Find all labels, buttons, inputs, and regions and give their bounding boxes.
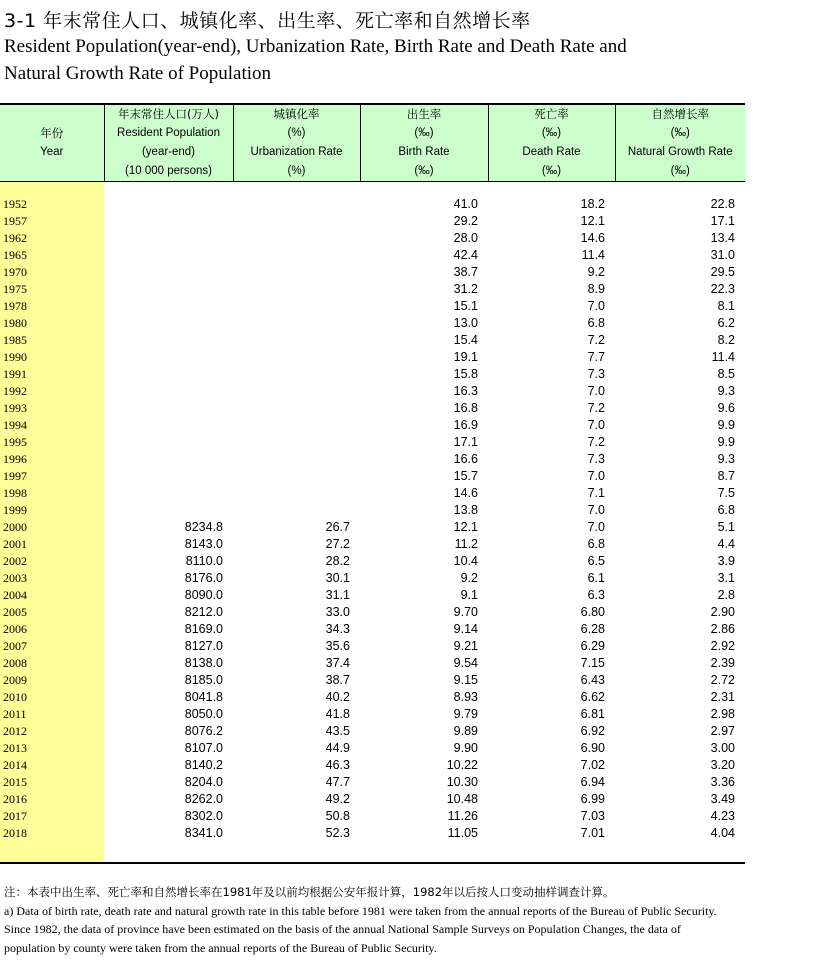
- growth-rate-cell: 7.5: [717, 486, 735, 500]
- growth-rate-cell: 11.4: [711, 350, 735, 364]
- year-cell: 2005: [0, 604, 104, 621]
- growth-rate-cell: 3.49: [710, 792, 735, 806]
- table-title-en-line1: Resident Population(year-end), Urbanization Rate, Birth Rate and Death Rate and: [4, 36, 627, 57]
- birth-rate-cell: 19.1: [453, 350, 478, 364]
- death-rate-cell: 6.94: [580, 775, 605, 789]
- growth-rate-cell: 13.4: [710, 231, 735, 245]
- death-rate-cell: 7.7: [587, 350, 605, 364]
- population-cell: [104, 315, 233, 332]
- population-cell: 8090.0: [184, 588, 223, 602]
- year-cell: 2017: [0, 808, 104, 825]
- birth-rate-cell: 15.1: [453, 299, 478, 313]
- year-cell: 1991: [0, 366, 104, 383]
- urbanization-cell: [233, 196, 360, 213]
- birth-rate-cell: 16.9: [453, 418, 478, 432]
- population-table: [0, 103, 745, 864]
- spacer-row: [0, 182, 745, 197]
- table-title-en-line2: Natural Growth Rate of Population: [4, 63, 272, 84]
- urbanization-cell: 33.0: [325, 605, 350, 619]
- year-cell: 1999: [0, 502, 104, 519]
- urbanization-cell: [233, 230, 360, 247]
- urbanization-cell: 44.9: [325, 741, 350, 755]
- year-cell: 2009: [0, 672, 104, 689]
- year-cell: 2015: [0, 774, 104, 791]
- year-cell: 2014: [0, 757, 104, 774]
- growth-rate-cell: 31.0: [710, 248, 735, 262]
- table-row: [0, 638, 745, 655]
- population-cell: [104, 366, 233, 383]
- year-cell: 2003: [0, 570, 104, 587]
- death-rate-cell: 6.80: [580, 605, 605, 619]
- year-cell: 1975: [0, 281, 104, 298]
- table-row: [0, 604, 745, 621]
- death-rate-cell: 6.8: [587, 537, 605, 551]
- death-rate-cell: 6.92: [580, 724, 605, 738]
- population-cell: 8302.0: [184, 809, 223, 823]
- birth-rate-cell: 41.0: [453, 197, 478, 211]
- population-cell: [104, 349, 233, 366]
- year-cell: 2006: [0, 621, 104, 638]
- table-row: [0, 570, 745, 587]
- table-row: [0, 451, 745, 468]
- urbanization-cell: 49.2: [325, 792, 350, 806]
- table-row: [0, 553, 745, 570]
- header-birth-rate: 出生率 (‰) Birth Rate (‰): [360, 104, 488, 182]
- urbanization-cell: 50.8: [325, 809, 350, 823]
- year-cell: 2018: [0, 825, 104, 842]
- death-rate-cell: 7.0: [587, 418, 605, 432]
- growth-rate-cell: 6.8: [717, 503, 735, 517]
- year-cell: 2000: [0, 519, 104, 536]
- urbanization-cell: [233, 383, 360, 400]
- table-row: [0, 332, 745, 349]
- death-rate-cell: 7.0: [587, 503, 605, 517]
- death-rate-cell: 7.0: [587, 299, 605, 313]
- population-cell: [104, 196, 233, 213]
- population-cell: 8176.0: [184, 571, 223, 585]
- death-rate-cell: 6.5: [587, 554, 605, 568]
- table-row: [0, 349, 745, 366]
- birth-rate-cell: 28.0: [453, 231, 478, 245]
- year-cell: 1992: [0, 383, 104, 400]
- table-row: [0, 672, 745, 689]
- table-row: [0, 264, 745, 281]
- urbanization-cell: [233, 349, 360, 366]
- year-cell: 2010: [0, 689, 104, 706]
- urbanization-cell: 35.6: [325, 639, 350, 653]
- death-rate-cell: 6.28: [580, 622, 605, 636]
- growth-rate-cell: 22.3: [710, 282, 735, 296]
- population-cell: 8138.0: [184, 656, 223, 670]
- death-rate-cell: 6.1: [587, 571, 605, 585]
- birth-rate-cell: 9.79: [453, 707, 478, 721]
- population-cell: 8185.0: [184, 673, 223, 687]
- urbanization-cell: [233, 400, 360, 417]
- table-row: [0, 196, 745, 213]
- growth-rate-cell: 5.1: [717, 520, 735, 534]
- year-cell: 2011: [0, 706, 104, 723]
- population-cell: 8262.0: [184, 792, 223, 806]
- death-rate-cell: 7.02: [580, 758, 605, 772]
- death-rate-cell: 6.8: [587, 316, 605, 330]
- urbanization-cell: 41.8: [325, 707, 350, 721]
- table-row: [0, 281, 745, 298]
- urbanization-cell: 38.7: [325, 673, 350, 687]
- population-cell: [104, 451, 233, 468]
- birth-rate-cell: 9.90: [453, 741, 478, 755]
- year-cell: 1993: [0, 400, 104, 417]
- birth-rate-cell: 16.6: [453, 452, 478, 466]
- year-cell: 2002: [0, 553, 104, 570]
- urbanization-cell: [233, 332, 360, 349]
- growth-rate-cell: 8.5: [717, 367, 735, 381]
- header-urbanization: 城镇化率 (%) Urbanization Rate (%): [233, 104, 360, 182]
- birth-rate-cell: 15.7: [453, 469, 478, 483]
- urbanization-cell: [233, 485, 360, 502]
- urbanization-cell: [233, 451, 360, 468]
- table-row: [0, 434, 745, 451]
- death-rate-cell: 7.15: [580, 656, 605, 670]
- death-rate-cell: 11.4: [581, 248, 605, 262]
- year-cell: 1980: [0, 315, 104, 332]
- growth-rate-cell: 9.3: [717, 384, 735, 398]
- death-rate-cell: 8.9: [587, 282, 605, 296]
- death-rate-cell: 7.01: [580, 826, 605, 840]
- note-zh: 注：本表中出生率、死亡率和自然增长率在1981年及以前均根据公安年报计算，1982年以后按人口变动抽样调查计算。: [4, 885, 615, 899]
- growth-rate-cell: 22.8: [710, 197, 735, 211]
- year-cell: 2012: [0, 723, 104, 740]
- year-cell: 2007: [0, 638, 104, 655]
- population-cell: 8169.0: [184, 622, 223, 636]
- year-cell: 1998: [0, 485, 104, 502]
- table-row: [0, 298, 745, 315]
- year-cell: 1962: [0, 230, 104, 247]
- table-row: [0, 485, 745, 502]
- urbanization-cell: [233, 247, 360, 264]
- death-rate-cell: 7.2: [587, 401, 605, 415]
- death-rate-cell: 7.03: [580, 809, 605, 823]
- note-en-line3: population by county were taken from the annual reports of the Bureau of Public Security.: [4, 940, 437, 955]
- urbanization-cell: [233, 468, 360, 485]
- year-cell: 2001: [0, 536, 104, 553]
- urbanization-cell: [233, 264, 360, 281]
- growth-rate-cell: 3.20: [710, 758, 735, 772]
- birth-rate-cell: 9.1: [460, 588, 478, 602]
- population-cell: [104, 417, 233, 434]
- growth-rate-cell: 2.92: [710, 639, 735, 653]
- table-row: [0, 400, 745, 417]
- urbanization-cell: [233, 281, 360, 298]
- birth-rate-cell: 14.6: [453, 486, 478, 500]
- death-rate-cell: 12.1: [580, 214, 605, 228]
- population-cell: 8204.0: [184, 775, 223, 789]
- urbanization-cell: 27.2: [325, 537, 350, 551]
- header-growth-rate: 自然增长率 (‰) Natural Growth Rate (‰): [615, 104, 745, 182]
- table-row: [0, 366, 745, 383]
- urbanization-cell: 37.4: [325, 656, 350, 670]
- birth-rate-cell: 11.26: [447, 809, 478, 823]
- birth-rate-cell: 9.89: [453, 724, 478, 738]
- population-cell: 8050.0: [184, 707, 223, 721]
- population-cell: [104, 264, 233, 281]
- growth-rate-cell: 2.97: [710, 724, 735, 738]
- death-rate-cell: 7.3: [587, 367, 605, 381]
- urbanization-cell: 31.1: [325, 588, 350, 602]
- table-row: [0, 774, 745, 791]
- header-death-rate: 死亡率 (‰) Death Rate (‰): [488, 104, 615, 182]
- birth-rate-cell: 38.7: [453, 265, 478, 279]
- death-rate-cell: 6.62: [580, 690, 605, 704]
- urbanization-cell: 47.7: [325, 775, 350, 789]
- population-cell: 8234.8: [184, 520, 223, 534]
- year-cell: 2016: [0, 791, 104, 808]
- growth-rate-cell: 8.1: [717, 299, 735, 313]
- population-cell: 8076.2: [184, 724, 223, 738]
- growth-rate-cell: 2.8: [717, 588, 735, 602]
- population-cell: [104, 213, 233, 230]
- urbanization-cell: [233, 417, 360, 434]
- urbanization-cell: 52.3: [325, 826, 350, 840]
- birth-rate-cell: 13.8: [453, 503, 478, 517]
- birth-rate-cell: 13.0: [453, 316, 478, 330]
- population-cell: 8341.0: [184, 826, 223, 840]
- growth-rate-cell: 9.3: [717, 452, 735, 466]
- table-row: [0, 417, 745, 434]
- population-cell: [104, 502, 233, 519]
- growth-rate-cell: 2.31: [710, 690, 735, 704]
- death-rate-cell: 18.2: [580, 197, 605, 211]
- population-cell: [104, 434, 233, 451]
- urbanization-cell: 43.5: [325, 724, 350, 738]
- year-cell: 1994: [0, 417, 104, 434]
- urbanization-cell: [233, 434, 360, 451]
- year-cell: 1965: [0, 247, 104, 264]
- growth-rate-cell: 4.23: [710, 809, 735, 823]
- death-rate-cell: 6.43: [580, 673, 605, 687]
- growth-rate-cell: 8.7: [717, 469, 735, 483]
- table-row: [0, 689, 745, 706]
- year-cell: 1996: [0, 451, 104, 468]
- population-cell: 8041.8: [184, 690, 223, 704]
- growth-rate-cell: 3.9: [717, 554, 735, 568]
- population-cell: [104, 400, 233, 417]
- birth-rate-cell: 11.2: [454, 537, 478, 551]
- birth-rate-cell: 16.3: [453, 384, 478, 398]
- birth-rate-cell: 11.05: [447, 826, 478, 840]
- growth-rate-cell: 2.86: [710, 622, 735, 636]
- table-row: [0, 757, 745, 774]
- urbanization-cell: [233, 213, 360, 230]
- year-cell: 1978: [0, 298, 104, 315]
- birth-rate-cell: 10.4: [453, 554, 478, 568]
- population-cell: 8110.0: [185, 554, 223, 568]
- table-body: [0, 182, 745, 864]
- year-cell: 2004: [0, 587, 104, 604]
- death-rate-cell: 7.3: [587, 452, 605, 466]
- death-rate-cell: 7.1: [587, 486, 605, 500]
- growth-rate-cell: 17.1: [710, 214, 735, 228]
- population-cell: 8143.0: [184, 537, 223, 551]
- population-cell: [104, 281, 233, 298]
- population-cell: [104, 332, 233, 349]
- growth-rate-cell: 3.36: [710, 775, 735, 789]
- growth-rate-cell: 4.04: [710, 826, 735, 840]
- birth-rate-cell: 10.22: [446, 758, 478, 772]
- year-cell: 2013: [0, 740, 104, 757]
- birth-rate-cell: 15.4: [453, 333, 478, 347]
- birth-rate-cell: 42.4: [453, 248, 478, 262]
- death-rate-cell: 14.6: [580, 231, 605, 245]
- table-row: [0, 740, 745, 757]
- birth-rate-cell: 31.2: [453, 282, 478, 296]
- growth-rate-cell: 6.2: [717, 316, 735, 330]
- growth-rate-cell: 9.9: [717, 418, 735, 432]
- birth-rate-cell: 16.8: [453, 401, 478, 415]
- table-row: [0, 519, 745, 536]
- year-cell: 1957: [0, 213, 104, 230]
- birth-rate-cell: 9.70: [453, 605, 478, 619]
- urbanization-cell: 30.1: [325, 571, 350, 585]
- death-rate-cell: 9.2: [587, 265, 605, 279]
- population-cell: 8140.2: [184, 758, 223, 772]
- population-cell: [104, 298, 233, 315]
- table-row: [0, 468, 745, 485]
- urbanization-cell: [233, 366, 360, 383]
- note-en-line1: a) Data of birth rate, death rate and natural growth rate in this table before 1981 were taken from the annual reports of the Bureau of Public Security.: [4, 903, 717, 918]
- population-cell: [104, 485, 233, 502]
- death-rate-cell: 7.0: [587, 384, 605, 398]
- table-row: [0, 825, 745, 842]
- death-rate-cell: 7.0: [587, 520, 605, 534]
- population-cell: 8212.0: [184, 605, 223, 619]
- spacer-row: [0, 842, 745, 863]
- growth-rate-cell: 8.2: [717, 333, 735, 347]
- table-row: [0, 706, 745, 723]
- header-year: 年份 Year: [0, 104, 104, 182]
- urbanization-cell: 28.2: [325, 554, 350, 568]
- population-cell: 8107.0: [184, 741, 223, 755]
- table-row: [0, 808, 745, 825]
- growth-rate-cell: 4.4: [717, 537, 735, 551]
- year-cell: 1970: [0, 264, 104, 281]
- birth-rate-cell: 9.14: [453, 622, 478, 636]
- header-population: 年末常住人口(万人) Resident Population (year-end) (10 000 persons): [104, 104, 233, 182]
- table-row: [0, 791, 745, 808]
- population-cell: 8127.0: [184, 639, 223, 653]
- death-rate-cell: 6.90: [580, 741, 605, 755]
- death-rate-cell: 7.2: [587, 333, 605, 347]
- table-row: [0, 315, 745, 332]
- table-row: [0, 621, 745, 638]
- urbanization-cell: [233, 315, 360, 332]
- death-rate-cell: 6.99: [580, 792, 605, 806]
- table-row: [0, 230, 745, 247]
- growth-rate-cell: 3.1: [717, 571, 735, 585]
- year-cell: 1952: [0, 196, 104, 213]
- urbanization-cell: 46.3: [325, 758, 350, 772]
- urbanization-cell: [233, 298, 360, 315]
- table-row: [0, 587, 745, 604]
- urbanization-cell: 40.2: [325, 690, 350, 704]
- death-rate-cell: 7.0: [587, 469, 605, 483]
- table-row: [0, 502, 745, 519]
- urbanization-cell: 34.3: [325, 622, 350, 636]
- table-notes: [4, 883, 804, 957]
- death-rate-cell: 6.81: [580, 707, 605, 721]
- birth-rate-cell: 9.15: [453, 673, 478, 687]
- urbanization-cell: [233, 502, 360, 519]
- growth-rate-cell: 2.39: [710, 656, 735, 670]
- table-title-zh: 3-1 年末常住人口、城镇化率、出生率、死亡率和自然增长率: [4, 10, 531, 32]
- year-cell: 1997: [0, 468, 104, 485]
- year-cell: 1995: [0, 434, 104, 451]
- table-row: [0, 723, 745, 740]
- birth-rate-cell: 9.54: [453, 656, 478, 670]
- table-row: [0, 213, 745, 230]
- growth-rate-cell: 2.72: [710, 673, 735, 687]
- note-en-line2: Since 1982, the data of province have been estimated on the basis of the annual National Sample Surveys on Population Changes, the data of: [4, 922, 681, 936]
- birth-rate-cell: 17.1: [453, 435, 478, 449]
- death-rate-cell: 6.3: [587, 588, 605, 602]
- table-row: [0, 383, 745, 400]
- table-row: [0, 655, 745, 672]
- year-cell: 2008: [0, 655, 104, 672]
- population-cell: [104, 230, 233, 247]
- birth-rate-cell: 9.21: [453, 639, 478, 653]
- year-cell: 1990: [0, 349, 104, 366]
- population-cell: [104, 247, 233, 264]
- birth-rate-cell: 9.2: [460, 571, 478, 585]
- table-row: [0, 536, 745, 553]
- table-row: [0, 247, 745, 264]
- birth-rate-cell: 8.93: [453, 690, 478, 704]
- birth-rate-cell: 10.48: [446, 792, 478, 806]
- birth-rate-cell: 29.2: [453, 214, 478, 228]
- growth-rate-cell: 2.90: [710, 605, 735, 619]
- urbanization-cell: 26.7: [325, 520, 350, 534]
- growth-rate-cell: 29.5: [710, 265, 735, 279]
- birth-rate-cell: 15.8: [453, 367, 478, 381]
- header-row: [0, 104, 745, 182]
- year-cell: 1985: [0, 332, 104, 349]
- population-cell: [104, 468, 233, 485]
- growth-rate-cell: 2.98: [710, 707, 735, 721]
- death-rate-cell: 6.29: [580, 639, 605, 653]
- growth-rate-cell: 9.9: [717, 435, 735, 449]
- growth-rate-cell: 3.00: [710, 741, 735, 755]
- growth-rate-cell: 9.6: [717, 401, 735, 415]
- death-rate-cell: 7.2: [587, 435, 605, 449]
- birth-rate-cell: 10.30: [446, 775, 478, 789]
- birth-rate-cell: 12.1: [453, 520, 478, 534]
- population-cell: [104, 383, 233, 400]
